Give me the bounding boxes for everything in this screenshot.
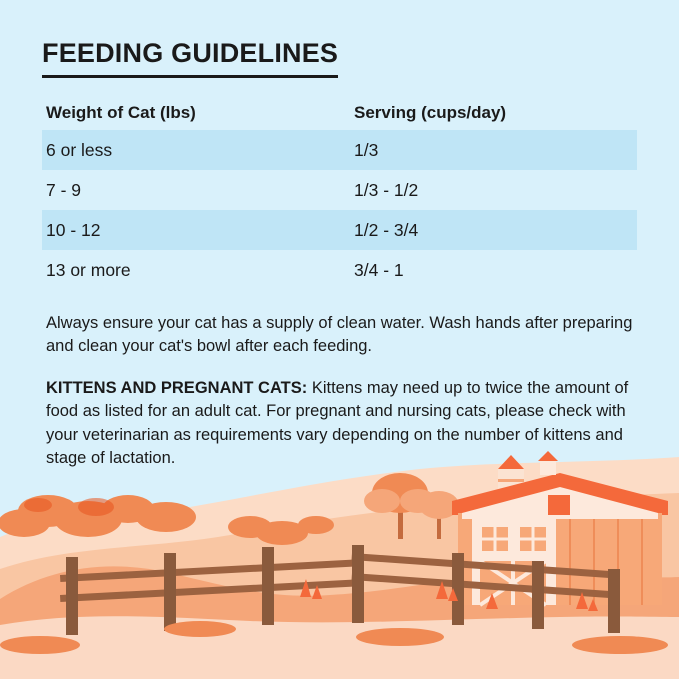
cell-weight: 10 - 12 bbox=[46, 219, 101, 240]
cell-serving: 3/4 - 1 bbox=[354, 259, 404, 280]
column-header-serving: Serving (cups/day) bbox=[354, 103, 507, 122]
kittens-note bbox=[42, 377, 636, 471]
table-header-row bbox=[42, 96, 637, 130]
kittens-note-body: Kittens may need up to twice the amount of food as listed for an adult cat. For pregnant and nursing cats, please check with your veterinarian as requirements vary depending on the number of kittens and stage of lactation. bbox=[46, 378, 629, 468]
table-row bbox=[42, 210, 637, 250]
table-row bbox=[42, 250, 637, 290]
water-note: Always ensure your cat has a supply of clean water. Wash hands after preparing and clean your cat's bowl after each feeding. bbox=[46, 314, 633, 356]
table-row bbox=[42, 130, 637, 170]
cell-weight: 7 - 9 bbox=[46, 179, 82, 200]
kittens-note-label: KITTENS AND PREGNANT CATS: bbox=[46, 378, 308, 397]
cell-weight: 13 or more bbox=[46, 259, 131, 280]
cell-serving: 1/3 bbox=[354, 139, 379, 160]
cell-serving: 1/3 - 1/2 bbox=[354, 179, 419, 200]
cell-serving: 1/2 - 3/4 bbox=[354, 219, 419, 240]
page-title: FEEDING GUIDELINES bbox=[42, 38, 338, 78]
column-header-weight: Weight of Cat (lbs) bbox=[46, 103, 196, 122]
table-row bbox=[42, 170, 637, 210]
feeding-table bbox=[42, 96, 637, 290]
farm-barn-landscape-illustration bbox=[0, 449, 679, 679]
cell-weight: 6 or less bbox=[46, 139, 113, 160]
